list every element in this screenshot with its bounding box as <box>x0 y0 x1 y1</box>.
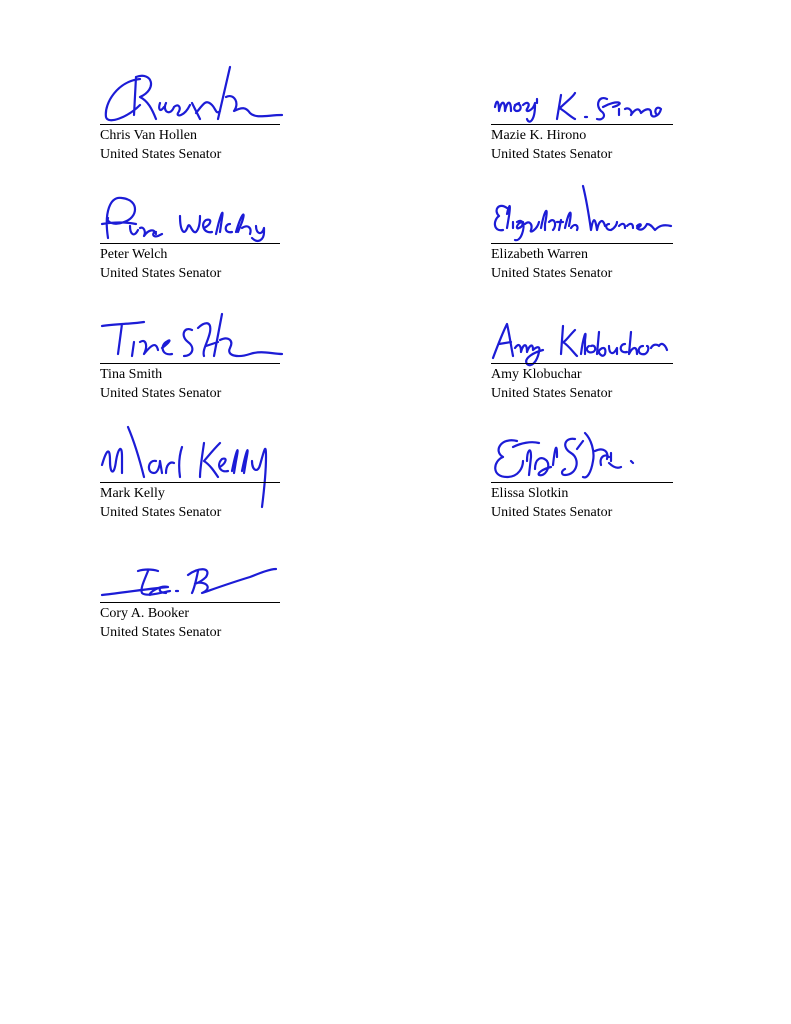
signature-line <box>100 602 280 603</box>
signer-title: United States Senator <box>491 386 613 401</box>
signer-title: United States Senator <box>491 266 613 281</box>
signature-line <box>100 243 280 244</box>
handwritten-signature-welch <box>100 182 285 244</box>
signature-block-kelly <box>100 421 280 522</box>
signature-area <box>491 182 673 244</box>
signer-name: Tina Smith <box>100 367 163 382</box>
signature-block-booker <box>100 541 280 642</box>
signature-area <box>100 302 280 364</box>
handwritten-signature-hirono <box>491 63 676 125</box>
handwritten-signature-warren <box>491 182 676 244</box>
signer-title: United States Senator <box>491 147 613 162</box>
signer-name: Cory A. Booker <box>100 606 190 621</box>
signature-block-klobuchar <box>491 302 673 403</box>
signer-name: Mark Kelly <box>100 486 165 501</box>
signature-area <box>100 541 280 603</box>
signer-name: Elizabeth Warren <box>491 247 588 262</box>
signer-title: United States Senator <box>100 147 222 162</box>
signer-title: United States Senator <box>100 266 222 281</box>
handwritten-signature-smith <box>100 302 285 364</box>
signature-block-van-hollen <box>100 63 280 164</box>
signature-block-welch <box>100 182 280 283</box>
signer-title: United States Senator <box>100 505 222 520</box>
signature-line <box>100 124 280 125</box>
handwritten-signature-van-hollen <box>100 63 285 125</box>
signature-line <box>100 482 280 483</box>
signature-area <box>100 182 280 244</box>
signer-title: United States Senator <box>100 625 222 640</box>
signer-title: United States Senator <box>491 505 613 520</box>
signature-area <box>100 421 280 483</box>
handwritten-signature-klobuchar <box>491 302 676 364</box>
signature-block-slotkin <box>491 421 673 522</box>
signature-block-warren <box>491 182 673 283</box>
signer-name: Peter Welch <box>100 247 168 262</box>
signer-name: Chris Van Hollen <box>100 128 197 143</box>
signer-name: Mazie K. Hirono <box>491 128 587 143</box>
signature-line <box>491 363 673 364</box>
handwritten-signature-booker <box>100 541 285 603</box>
signer-name: Elissa Slotkin <box>491 486 569 501</box>
signer-title: United States Senator <box>100 386 222 401</box>
signature-area <box>491 302 673 364</box>
signature-area <box>491 421 673 483</box>
signature-area <box>100 63 280 125</box>
signature-line <box>491 243 673 244</box>
signature-line <box>491 482 673 483</box>
signature-line <box>100 363 280 364</box>
signer-name: Amy Klobuchar <box>491 367 582 382</box>
signature-area <box>491 63 673 125</box>
signature-block-hirono <box>491 63 673 164</box>
signature-block-smith <box>100 302 280 403</box>
handwritten-signature-kelly <box>100 421 285 483</box>
signature-line <box>491 124 673 125</box>
handwritten-signature-slotkin <box>491 421 676 483</box>
